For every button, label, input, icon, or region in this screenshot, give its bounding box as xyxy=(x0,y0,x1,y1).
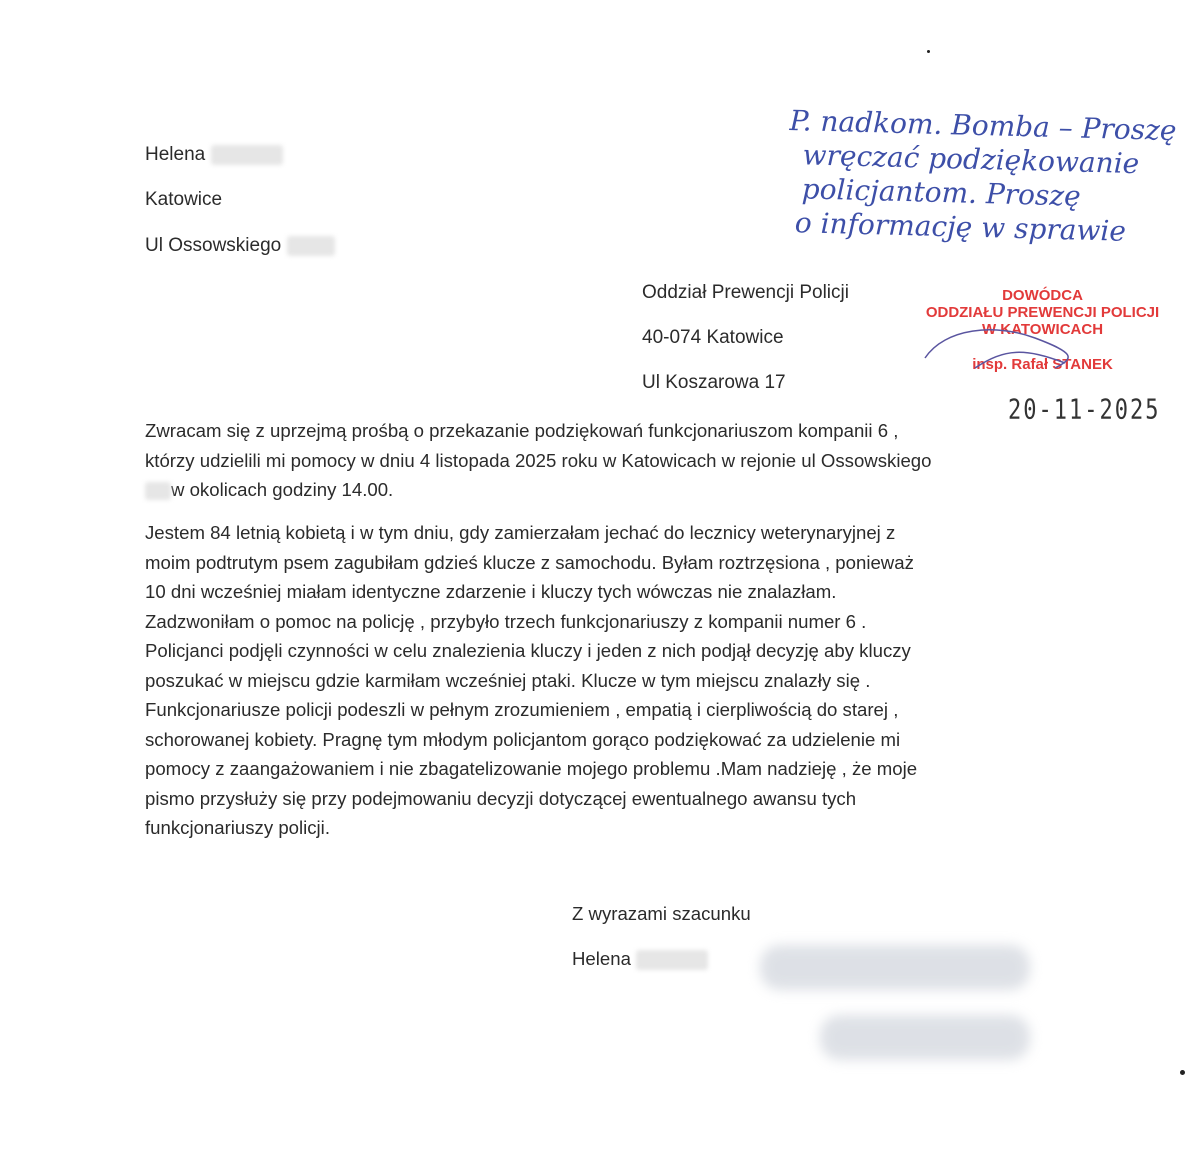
redacted-house-number xyxy=(287,236,335,256)
para1-line-1: Zwracam się z uprzejmą prośbą o przekazanie podziękowań funkcjonariuszom kompanii 6 , xyxy=(145,420,899,441)
redacted-signature-2 xyxy=(820,1015,1030,1060)
closing-name xyxy=(572,948,708,970)
annotation-line-3: policjantom. Proszę xyxy=(801,172,1082,213)
closing-salutation: Z wyrazami szacunku xyxy=(572,903,751,924)
stamp-title: DOWÓDCA xyxy=(1002,287,1083,304)
sender-street-name: Ul Ossowskiego xyxy=(145,235,282,256)
letter-paragraph-2 xyxy=(145,518,1045,843)
para2-line-8: schorowanej kobiety. Pragnę tym młodym policjantom gorąco podziękować za udzielenie mi xyxy=(145,728,901,750)
redacted-surname xyxy=(211,145,283,165)
handwritten-annotation xyxy=(786,104,1176,250)
annotation-line-1: P. nadkom. Bomba – Proszę xyxy=(789,104,1177,148)
recipient-postal-city: 40-074 Katowice xyxy=(642,327,784,348)
para2-line-7: Funkcjonariusze policji podeszli w pełnym zrozumieniem , empatią i cierpliwością do starej , xyxy=(145,699,899,720)
para2-line-11: funkcjonariuszy policji. xyxy=(145,817,330,838)
para2-line-1: Jestem 84 letnią kobietą i w tym dniu, gdy zamierzałam jechać do lecznicy weterynaryjnej z xyxy=(145,522,896,543)
para1-line-2: którzy udzielili mi pomocy w dniu 4 listopada 2025 roku w Katowicach w rejonie ul Ossowskiego xyxy=(145,449,932,471)
stamp-city: W KATOWICACH xyxy=(981,321,1104,338)
para1-line-3 xyxy=(145,475,1045,505)
annotation-line-4: o informację w sprawie xyxy=(794,206,1127,248)
redacted-surname-closing xyxy=(636,950,708,970)
closing-first-name: Helena xyxy=(572,948,631,969)
sender-street xyxy=(145,235,335,257)
redacted-house-number-2 xyxy=(145,482,171,500)
para2-line-3: 10 dni wcześniej miałam identyczne zdarzenie i kluczy tych wówczas nie znalazłam. xyxy=(145,581,837,602)
para2-line-9: pomocy z zaangażowaniem i nie zbagatelizowanie mojego problemu .Mam nadzieję , że moje xyxy=(145,758,918,779)
date-stamp: 20-11-2025 xyxy=(1008,394,1161,427)
para2-line-2: moim podtrutym psem zagubiłam gdzieś klucze z samochodu. Byłam roztrzęsiona , ponieważ xyxy=(145,551,914,573)
para2-line-10: pismo przysłuży się przy podejmowaniu decyzji dotyczącej ewentualnego awansu tych xyxy=(145,787,857,809)
para1-line-3-text: w okolicach godziny 14.00. xyxy=(171,479,394,500)
signature-scribble-icon xyxy=(915,318,1095,378)
sender-first-name: Helena xyxy=(145,144,206,165)
para2-line-6: poszukać w miejscu gdzie karmiłam wcześniej ptaki. Klucze w tym miejscu znalazły się . xyxy=(145,669,871,691)
para2-line-4: Zadzwoniłam o pomoc na policję , przybyło trzech funkcjonariuszy z kompanii numer 6 . xyxy=(145,610,867,632)
sender-name xyxy=(145,144,283,166)
recipient-unit: Oddział Prewencji Policji xyxy=(642,282,849,303)
annotation-line-2: wręczać podziękowanie xyxy=(802,138,1140,181)
stamp-unit: ODDZIAŁU PREWENCJI POLICJI xyxy=(925,304,1160,321)
ink-dot-2 xyxy=(927,50,930,53)
stamp-officer-name: insp. Rafał STANEK xyxy=(972,356,1113,373)
para2-line-5: Policjanci podjęli czynności w celu znalezienia kluczy i jeden z nich podjął decyzję aby kluczy xyxy=(145,640,911,661)
redacted-signature xyxy=(760,945,1030,990)
letter-paragraph-1 xyxy=(145,416,1045,505)
recipient-street: Ul Koszarowa 17 xyxy=(642,372,786,393)
sender-city: Katowice xyxy=(145,189,223,210)
ink-dot xyxy=(1180,1070,1185,1075)
